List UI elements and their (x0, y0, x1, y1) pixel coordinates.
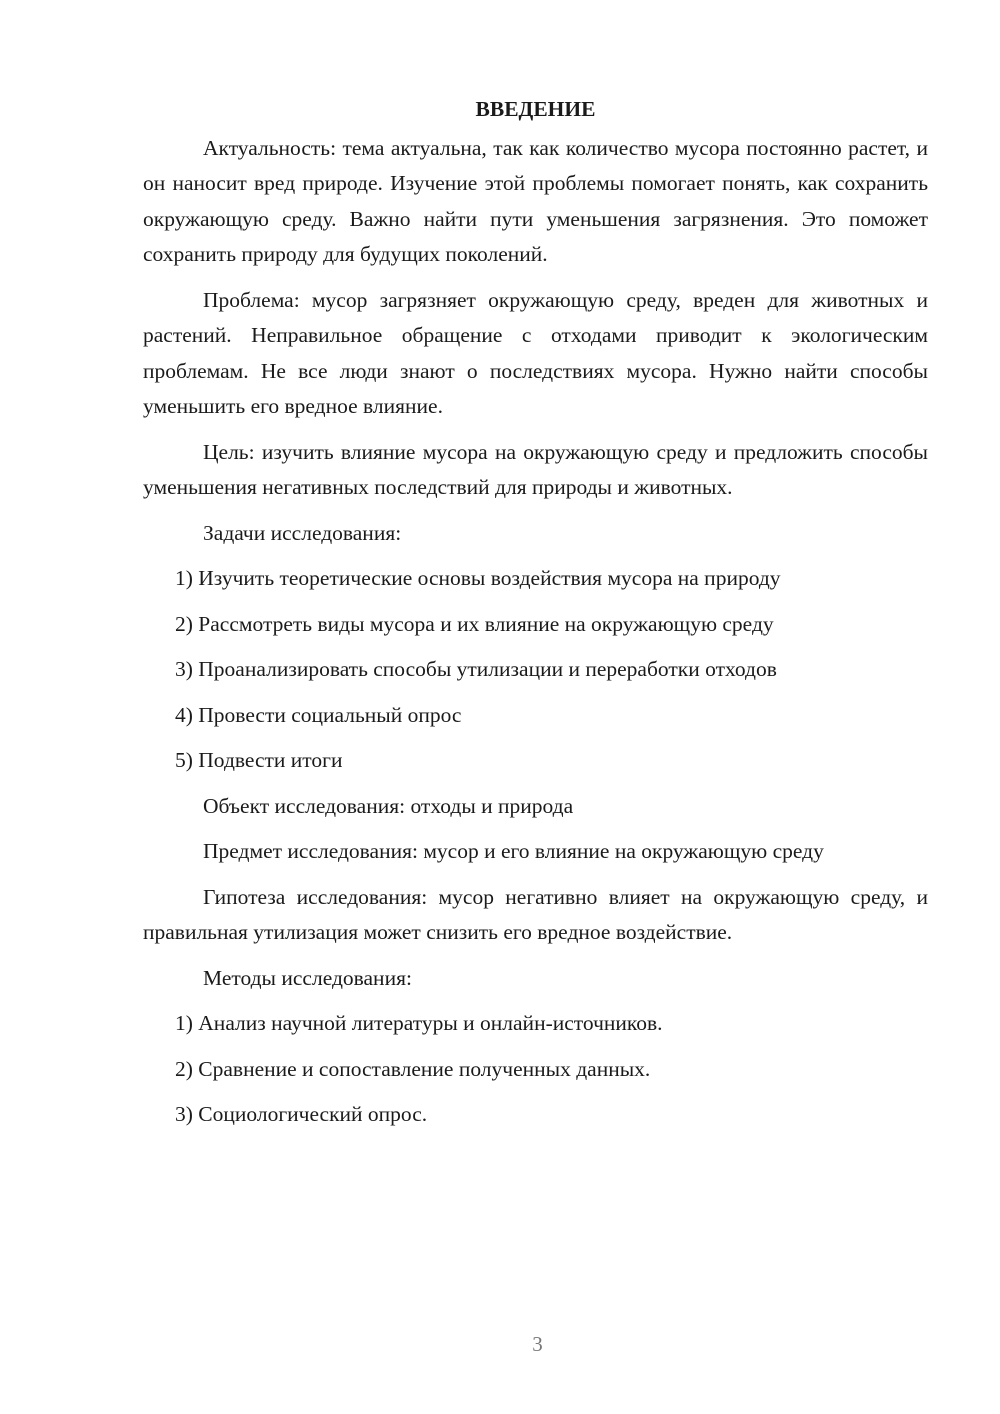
method-item: 2) Сравнение и сопоставление полученных данных. (175, 1056, 651, 1081)
task-item: 3) Проанализировать способы утилизации и переработки отходов (175, 657, 777, 681)
problem-paragraph: Проблема: мусор загрязняет окружающую среду, вреден для животных и растений. Неправильное обращение с отходами приводит к экологическим проблемам. Не все люди знают о последствиях мусора. Нужно найти способы уменьшить его вредное влияние. (143, 287, 928, 418)
page-content (143, 92, 928, 1143)
hypothesis-paragraph: Гипотеза исследования: мусор негативно влияет на окружающую среду, и правильная утилизация может снизить его вредное воздействие. (143, 884, 928, 944)
method-item: 3) Социологический опрос. (175, 1102, 428, 1126)
task-item: 1) Изучить теоретические основы воздействия мусора на природу (175, 566, 781, 590)
task-item: 2) Рассмотреть виды мусора и их влияние на окружающую среду (175, 611, 774, 636)
task-item: 5) Подвести итоги (175, 748, 343, 772)
tasks-title: Задачи исследования: (203, 520, 402, 545)
methods-title: Методы исследования: (203, 965, 412, 990)
method-item: 1) Анализ научной литературы и онлайн-источников. (175, 1011, 663, 1035)
section-heading: ВВЕДЕНИЕ (475, 97, 596, 121)
research-object: Объект исследования: отходы и природа (203, 793, 574, 818)
research-subject: Предмет исследования: мусор и его влияние на окружающую среду (203, 839, 824, 863)
page-number: 3 (532, 1332, 543, 1356)
goal-paragraph: Цель: изучить влияние мусора на окружающую среду и предложить способы уменьшения негативных последствий для природы и животных. (143, 439, 928, 499)
relevance-paragraph: Актуальность: тема актуальна, так как количество мусора постоянно растет, и он наносит вред природе. Изучение этой проблемы помогает понять, как сохранить окружающую среду. Важно найти пути уменьшения загрязнения. Это поможет сохранить природу для будущих поколений. (143, 135, 928, 266)
task-item: 4) Провести социальный опрос (175, 702, 462, 727)
